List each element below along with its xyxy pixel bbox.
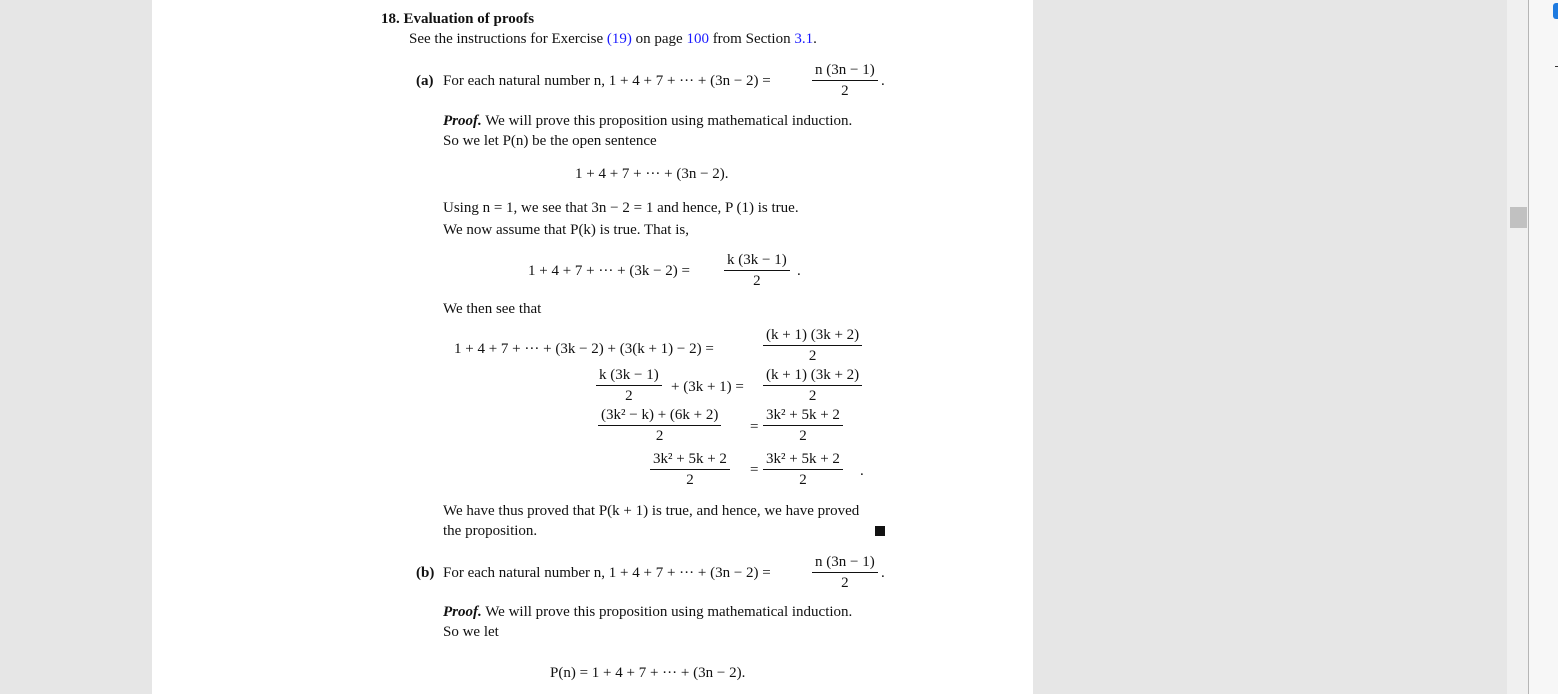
denominator: 2 xyxy=(799,472,807,488)
part-b-label: (b) xyxy=(416,565,435,581)
numerator: k (3k − 1) xyxy=(724,252,790,271)
vertical-scrollbar[interactable] xyxy=(1507,0,1528,694)
extension-icon[interactable] xyxy=(1553,3,1558,19)
proof-a-line1 xyxy=(443,112,852,130)
denominator: 2 xyxy=(841,575,849,591)
align-row2-mid: + (3k + 1) = xyxy=(671,379,744,395)
denominator: 2 xyxy=(655,428,664,444)
proof-label: Proof. xyxy=(443,113,482,129)
numerator: n (3n − 1) xyxy=(812,62,878,81)
period: . xyxy=(881,73,885,89)
inductive-hypothesis: We now assume that P(k) is true. That is, xyxy=(443,222,689,238)
qed-square-icon xyxy=(875,526,885,536)
intro-pre: See the instructions for Exercise xyxy=(409,31,607,47)
intro-text xyxy=(409,30,817,48)
proof-text: We will prove this proposition using mathematical induction. xyxy=(481,604,853,620)
numerator: k (3k − 1) xyxy=(596,367,662,386)
denominator: 2 xyxy=(686,472,694,488)
intro-end: . xyxy=(813,31,817,47)
align-row3-lhs xyxy=(598,407,721,445)
denominator: 2 xyxy=(808,348,817,364)
numerator: 3k² + 5k + 2 xyxy=(763,407,843,426)
part-a-statement: For each natural number n, 1 + 4 + 7 + ··· + (3n − 2) = xyxy=(443,73,771,89)
page-link[interactable]: 100 xyxy=(686,31,709,47)
scrollbar-thumb[interactable] xyxy=(1510,207,1527,228)
part-b-fraction xyxy=(812,554,878,592)
proof-label: Proof. xyxy=(443,604,482,620)
numerator: (k + 1) (3k + 2) xyxy=(763,327,862,346)
period: . xyxy=(860,463,864,479)
numerator: 3k² + 5k + 2 xyxy=(650,451,730,470)
conclusion-line1: We have thus proved that P(k + 1) is true, and hence, we have proved xyxy=(443,503,860,519)
denominator: 2 xyxy=(753,273,761,289)
numerator: (3k² − k) + (6k + 2) xyxy=(598,407,721,426)
part-b-statement: For each natural number n, 1 + 4 + 7 + ··· + (3n − 2) = xyxy=(443,565,771,581)
intro-mid1: on page xyxy=(631,31,687,47)
align-row1-lhs: 1 + 4 + 7 + ··· + (3k − 2) + (3(k + 1) − 2) = xyxy=(454,341,714,357)
part-a-label: (a) xyxy=(416,73,434,89)
proof-b-line2: So we let xyxy=(443,624,499,640)
proof-b-line1 xyxy=(443,603,852,621)
align-row2-lhs-fraction xyxy=(596,367,662,405)
equation-pn: 1 + 4 + 7 + ··· + (3n − 2). xyxy=(575,166,729,182)
denominator: 2 xyxy=(808,388,817,404)
align-row1-rhs xyxy=(763,327,862,365)
then-text: We then see that xyxy=(443,301,542,317)
denominator: 2 xyxy=(625,388,633,404)
part-a-fraction xyxy=(812,62,878,100)
proof-text: We will prove this proposition using mathematical induction. xyxy=(481,113,853,129)
equation-pn-b: P(n) = 1 + 4 + 7 + ··· + (3n − 2). xyxy=(550,665,746,681)
numerator: 3k² + 5k + 2 xyxy=(763,451,843,470)
base-case: Using n = 1, we see that 3n − 2 = 1 and hence, P (1) is true. xyxy=(443,200,799,216)
denominator: 2 xyxy=(841,83,849,99)
section-link[interactable]: 3.1 xyxy=(794,31,814,47)
align-row4-rhs xyxy=(763,451,843,489)
equals: = xyxy=(750,462,759,478)
denominator: 2 xyxy=(799,428,807,444)
align-row4-lhs xyxy=(650,451,730,489)
period: . xyxy=(881,565,885,581)
align-row3-rhs xyxy=(763,407,843,445)
align-row2-rhs xyxy=(763,367,862,405)
intro-mid2: from Section xyxy=(708,31,795,47)
numerator: n (3n − 1) xyxy=(812,554,878,573)
exercise-heading: 18. Evaluation of proofs xyxy=(381,11,535,27)
equation-pk-lhs: 1 + 4 + 7 + ··· + (3k − 2) = xyxy=(528,263,690,279)
proof-a-line2: So we let P(n) be the open sentence xyxy=(443,133,657,149)
equals: = xyxy=(750,419,759,435)
side-panel xyxy=(1528,0,1558,694)
conclusion-line2: the proposition. xyxy=(443,523,538,539)
exercise-link[interactable]: (19) xyxy=(606,31,632,47)
numerator: (k + 1) (3k + 2) xyxy=(763,367,862,386)
period: . xyxy=(797,263,801,279)
equation-pk-fraction xyxy=(724,252,790,290)
